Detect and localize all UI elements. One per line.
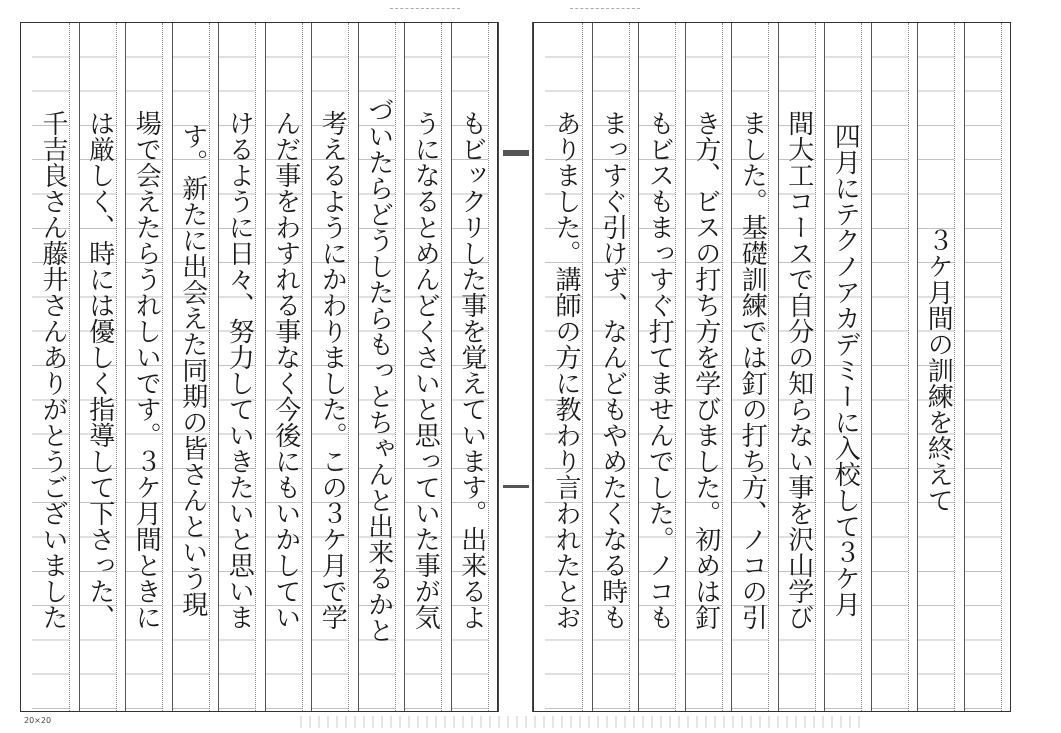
page-gutter: [498, 22, 533, 712]
manuscript-column: [778, 23, 825, 711]
ruby-gap: [162, 23, 171, 711]
scan-artifact: [300, 716, 860, 728]
gutter-mark: [503, 150, 529, 156]
manuscript-column: [731, 23, 778, 711]
ruby-gap: [954, 23, 963, 711]
column-text: うになるとめんどくさいと思っていた事が気: [405, 23, 441, 711]
top-dashed-rule: [570, 8, 640, 11]
manuscript-column: [125, 23, 172, 711]
ruby-gap: [722, 23, 731, 711]
ruby-gap: [69, 23, 79, 711]
ruby-gap: [395, 23, 404, 711]
column-text: んだ事をわすれる事なく今後にもいかしてい: [266, 23, 302, 711]
column-text: [872, 23, 908, 711]
column-text: づいたらどうしたらもっとちゃんと出来るかと: [359, 23, 395, 711]
manuscript-column: [824, 23, 871, 711]
ruby-gap: [255, 23, 264, 711]
column-text: す。新たに出会えた同期の皆さんという現: [173, 23, 209, 711]
ruby-gap: [302, 23, 311, 711]
manuscript-column: [265, 23, 312, 711]
column-text: [965, 23, 1001, 711]
column-text: ました。基礎訓練では釘の打ち方、ノコの引: [732, 23, 768, 711]
manuscript-column: [685, 23, 732, 711]
ruby-gap: [768, 23, 777, 711]
manuscript-column: [32, 23, 79, 711]
gutter-mark: [503, 485, 529, 488]
ruby-gap: [908, 23, 917, 711]
manuscript-column: [545, 23, 592, 711]
ruby-gap: [1001, 23, 1010, 711]
column-text: 場で会えたらうれしいです。３ケ月間ときに: [126, 23, 162, 711]
column-text: けるように日々、努力していきたいと思いま: [219, 23, 255, 711]
ruby-gap: [488, 23, 497, 711]
ruby-gap: [582, 23, 592, 711]
column-text: まっすぐ引けず、なんどもやめたくなる時も: [593, 23, 629, 711]
column-text: もビスもまっすぐ打てませんでした。ノコも: [639, 23, 675, 711]
ruby-gap: [116, 23, 125, 711]
column-text: 四月にテクノアカデミーに入校して３ケ月: [825, 23, 861, 711]
manuscript-column: [871, 23, 918, 711]
manuscript-column: [451, 23, 498, 711]
manuscript-column: [172, 23, 219, 711]
column-text: もビックリした事を覚えています。出来るよ: [452, 23, 488, 711]
ruby-gap: [675, 23, 684, 711]
right-page-grid: [533, 22, 1011, 712]
essay-title: ３ケ月間の訓練を終えて: [918, 23, 954, 711]
left-page-grid: [20, 22, 498, 712]
manuscript-column: [404, 23, 451, 711]
ruby-gap: [861, 23, 870, 711]
manuscript-column: [917, 23, 964, 711]
paper-size-label: 20×20: [24, 716, 52, 725]
column-text: 間大工コースで自分の知らない事を沢山学び: [779, 23, 815, 711]
manuscript-column: [638, 23, 685, 711]
ruby-gap: [815, 23, 824, 711]
manuscript-column: [592, 23, 639, 711]
ruby-gap: [629, 23, 638, 711]
column-text: き方、ビスの打ち方を学びました。初めは釘: [686, 23, 722, 711]
top-dashed-rule: [390, 8, 460, 11]
column-text: 千吉良さん藤井さんありがとうございました: [32, 23, 69, 711]
manuscript-column: [311, 23, 358, 711]
ruby-gap: [209, 23, 218, 711]
manuscript-column: [358, 23, 405, 711]
manuscript-column: [218, 23, 265, 711]
manuscript-column: [964, 23, 1011, 711]
ruby-gap: [348, 23, 357, 711]
column-text: は厳しく、時には優しく指導して下さった、: [80, 23, 116, 711]
ruby-gap: [441, 23, 450, 711]
manuscript-column: [79, 23, 126, 711]
column-text: 考えるようにかわりました。この３ケ月で学: [312, 23, 348, 711]
column-text: ありました。講師の方に教わり言われたとお: [545, 23, 582, 711]
